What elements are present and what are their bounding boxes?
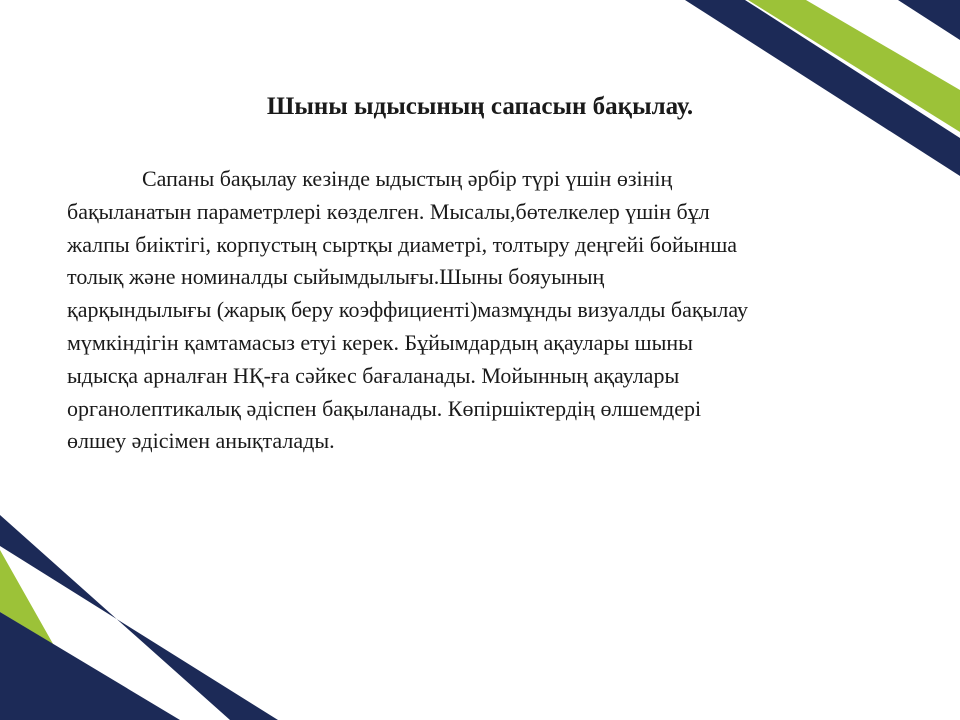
paragraph-line: жалпы биіктігі, корпустың сыртқы диаметрі, толтыру деңгейі бойынша	[67, 231, 738, 257]
paragraph-line: мүмкіндігін қамтамасыз етуі керек. Бұйымдардың ақаулары шыны	[67, 329, 693, 355]
bottom-left-navy-corner	[0, 612, 180, 720]
paragraph-line: өлшеу әдісімен анықталады.	[67, 428, 335, 454]
paragraph-line: бақыланатын параметрлері көзделген. Мысалы,бөтелкелер үшін бұл	[67, 198, 710, 224]
top-right-navy-corner	[898, 0, 960, 40]
body-paragraph	[67, 163, 897, 458]
slide-title: Шыны ыдысының сапасын бақылау.	[266, 93, 694, 120]
paragraph-line: қарқындылығы (жарық беру коэффициенті)мазмұнды визуалды бақылау	[67, 297, 748, 323]
paragraph-line: органолептикалық әдіспен бақыланады. Көпіршіктердің өлшемдері	[67, 395, 702, 421]
paragraph-line: ыдысқа арналған НҚ-ға сәйкес бағаланады. Мойынның ақаулары	[67, 362, 680, 388]
paragraph-line: Сапаны бақылау кезінде ыдыстың әрбір түрі үшін өзінің	[142, 166, 673, 191]
paragraph-line: толық және номиналды сыйымдылығы.Шыны бояуының	[67, 264, 605, 290]
